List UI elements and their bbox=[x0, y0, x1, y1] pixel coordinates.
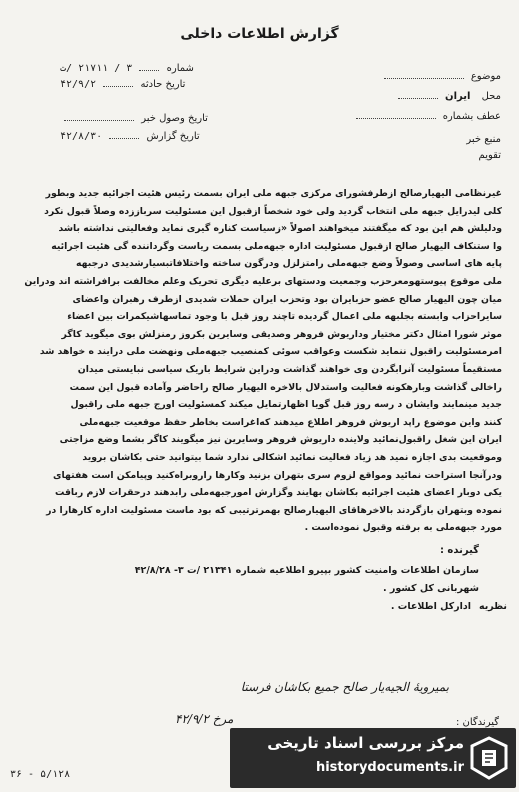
body-line: یکی دوبار اعضای هئیت اجرائیه بکاشان بهایند وگزارش امورجبهه‌ملی رابدهند درحقرات لازم رباقت bbox=[54, 487, 502, 499]
handwritten-note: بمیرویۀ الجیه‌یار صالح جمیع بکاشان فرستا bbox=[240, 680, 449, 694]
logo-url: historydocuments.ir bbox=[315, 760, 464, 775]
ref-label: عطف بشماره bbox=[442, 111, 501, 122]
dotted-line bbox=[109, 130, 139, 139]
header-subject-row bbox=[380, 70, 501, 82]
body-line: وا ستنکاف الیهیار صالح ازقبول مسئولیت اداره جبهه‌ملی بسمت ریاست وگرداننده گی هئیت اجرائیه bbox=[51, 240, 502, 252]
header-place-row bbox=[394, 90, 501, 102]
recipient-line: ادارکل اطلاعات . bbox=[390, 601, 471, 612]
event-date-label: تاریخ حادثه bbox=[140, 79, 186, 90]
header-receipt-date-row bbox=[60, 112, 208, 124]
logo-title: مرکز بررسی اسناد تاریخی bbox=[267, 734, 464, 752]
receipt-date-label: تاریخ وصول خبر bbox=[141, 113, 208, 124]
body-line: نموده وبتهران بازگردند بالاخرهاقای الیهیارصالح بهمرترتیبی که بود ماست مسئولیت اداره کارهارا در bbox=[46, 504, 502, 516]
body-line: ملی موقوع پیوستهومعرحزب وجمعیت ودستهای برعلیه دیگری تحریک وعلم مخالفت برافراشته اند ودراین bbox=[24, 275, 502, 287]
report-body bbox=[22, 185, 502, 537]
number-value: ۳ / ۲۱۷۱۱ /ت bbox=[60, 63, 133, 74]
header-rating-row bbox=[479, 150, 501, 161]
header-source-row bbox=[466, 134, 501, 145]
body-line: سایراحزاب وابسته بجلبهه ملی اعمال گردیده تاچند روز قبل با وجود تماسهاشیکمرات بین اعضاء bbox=[67, 311, 502, 323]
header-number-row bbox=[60, 62, 194, 74]
archive-logo bbox=[230, 728, 516, 788]
body-line: پایه های اساسی وصولاً وضع جبهه‌ملی رامتزلزل ودرگون ساخته واختلافاتبسیارشدیدی درجبهه bbox=[76, 258, 502, 270]
document-title: گزارش اطلاعات داخلی bbox=[180, 26, 339, 42]
report-date-label: تاریخ گزارش bbox=[146, 131, 200, 142]
archive-emblem-icon bbox=[468, 736, 510, 780]
subject-label: موضوع bbox=[470, 71, 501, 82]
body-line: امرمسئولیت راقبول ننماید شکست وعواقب سوئی کمنصیب جبهه‌ملی ونهضت ملی درایند ه خواهد شد bbox=[39, 346, 502, 358]
body-line: جدید مینمایند وایشان د رسه روز قبل گویا اظهارتمایل میکند کمسئولیت اورج جبهه ملی راقبول bbox=[70, 399, 502, 411]
body-line: مستقیماً مسئولیت آنرابگردن وی خواهند گذاشت ودراین شرایط باریک سیاسی نبایستی میدان bbox=[77, 363, 502, 375]
header-event-date-row bbox=[60, 78, 185, 90]
body-line: ودرآنجا استراحت نمائید ومواقع لزوم سری بتهران بزنید وکارها راروبراه‌کنید وپیامکن است هفتهای bbox=[53, 469, 502, 481]
body-line: ایران این شغل راقبول‌نمائید ولاینده داریوش فروهر وسایرین نیز میگویند کاگر بشما وضع مزاجتی bbox=[59, 434, 502, 446]
dotted-line bbox=[64, 112, 134, 121]
gir-label: گیرنده : bbox=[439, 545, 479, 556]
dotted-line bbox=[139, 62, 159, 71]
place-value: ایران bbox=[445, 91, 471, 102]
recipient-line: سازمان اطلاعات وامنیت کشور بپیرو اطلاعیه شماره ۲۱۳۴۱ /ت ۳- ۴۲/۸/۲۸ bbox=[134, 565, 479, 576]
header-ref-row bbox=[352, 110, 502, 122]
source-label: منبع خبر bbox=[466, 134, 501, 145]
footer-number: ۳۶ - ۵/۱۲۸ bbox=[10, 769, 71, 780]
rating-label: تقویم bbox=[478, 150, 501, 161]
body-line: موثر شورا امثال دکتر مختیار وداریوش فروهر وصدیقی وسایرین بکروز رمنزلش بوی میگوید کاگر bbox=[61, 328, 502, 340]
handwritten-date: ۴۲/۹/۲ مرخ bbox=[175, 712, 234, 726]
body-line: میان چون الیهیار صالح عضو حزبایران بود وتحزب ایران حملات شدیدی ازطرف رهبران واعضای bbox=[72, 293, 502, 305]
report-date-value: ۴۲/۸/۳۰ bbox=[60, 131, 103, 142]
body-line: غیرنظامی الیهیارصالح ازطرفشورای مرکزی جبهه ملی ایران بسمت رئیس هئیت اجرائیه جدید وبطور bbox=[45, 188, 502, 199]
place-label: محل bbox=[481, 91, 501, 102]
recipient-line: شهربانی کل کشور . bbox=[383, 583, 479, 594]
body-line: ودلیلش هم این بود که میگفتند میخواهند اصولاً «زسیاست کناره گیری نماید وفعالیتی نداشته باشد bbox=[58, 223, 502, 235]
number-label: شماره bbox=[166, 63, 194, 74]
dotted-line bbox=[384, 70, 464, 79]
body-line: کلی لیدرایل جبهه ملی انتخاب گردید ولی خود شخصاً ازقبول این مسئولیت سرباززده وصلاً قبول نکرد bbox=[44, 205, 502, 217]
dotted-line bbox=[398, 90, 438, 99]
body-line: کنند واین موضوع راپد اریوش فروهر اطلاع میدهند که‌اغراست بخاطر حفظ موقعیت جبهه‌ملی bbox=[79, 416, 502, 428]
dotted-line bbox=[103, 78, 133, 87]
receivers-label: گیرندگان : bbox=[455, 717, 499, 728]
body-line: راخالی گذاشت وبارهکونه فعالیت واستدلال بالاخره الیهیار صالح راحاضر وآماده قبول این سمت bbox=[69, 381, 502, 393]
header-report-date-row bbox=[60, 130, 200, 142]
recipient-line: نظریه bbox=[478, 601, 507, 612]
body-line: وموقعیت بدی اجازه نمید هد زیاد فعالیت نمائید اشکالی ندارد شما بیتوانید حتی بکاشان بروید bbox=[82, 451, 502, 463]
dotted-line bbox=[356, 110, 436, 119]
body-line: مورد جبهه‌ملی به برفته وقبول نموده‌است . bbox=[304, 522, 502, 534]
event-date-value: ۴۲/۹/۲ bbox=[60, 79, 97, 90]
